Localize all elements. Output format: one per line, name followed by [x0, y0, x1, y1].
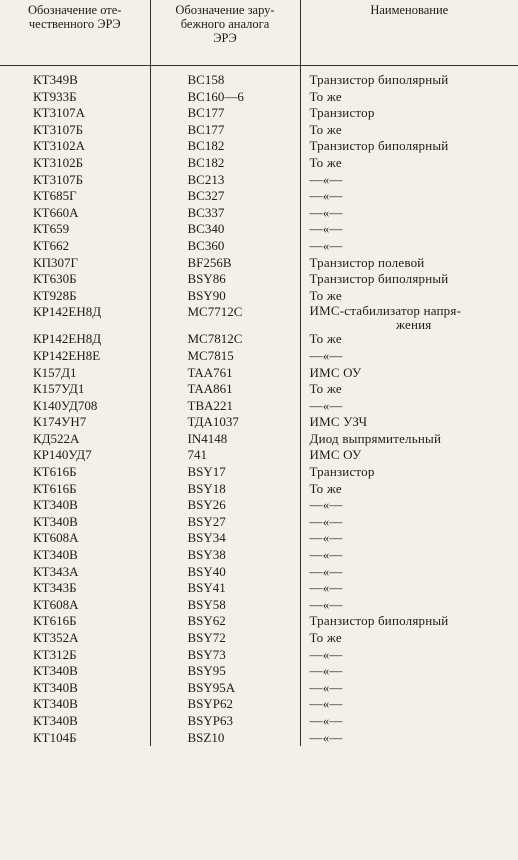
table-row: [0, 447, 518, 464]
component-name-continuation: жения: [396, 316, 432, 332]
table-row: [0, 464, 518, 481]
domestic-designation: К174УН7: [33, 414, 87, 430]
domestic-designation: КТ608А: [33, 530, 79, 546]
foreign-analog: 741: [150, 447, 300, 464]
domestic-designation: К157УД1: [33, 381, 85, 397]
foreign-analog: BSY40: [150, 564, 300, 581]
table-row: [0, 66, 518, 89]
foreign-analog: BSY17: [150, 464, 300, 481]
component-name: Транзистор биполярный: [300, 613, 518, 630]
table-row: [0, 481, 518, 498]
foreign-analog: BSY26: [150, 497, 300, 514]
table-row: [0, 304, 518, 331]
table-row: [0, 431, 518, 448]
domestic-designation: КТ340В: [33, 547, 78, 563]
component-name: —«—: [300, 564, 518, 581]
table-row: [0, 89, 518, 106]
component-name: —«—: [300, 398, 518, 415]
component-name: —«—: [300, 696, 518, 713]
foreign-analog: TBA221: [150, 398, 300, 415]
foreign-analog: BSY18: [150, 481, 300, 498]
component-name: —«—: [300, 730, 518, 747]
foreign-analog: BC182: [150, 155, 300, 172]
table-row: [0, 547, 518, 564]
domestic-designation: КТ660А: [33, 204, 79, 220]
table-row: [0, 138, 518, 155]
component-name: Транзистор: [300, 105, 518, 122]
domestic-designation: КТ685Г: [33, 188, 77, 204]
domestic-designation: К140УД708: [33, 397, 98, 413]
component-name: —«—: [300, 188, 518, 205]
foreign-analog: BSY95: [150, 663, 300, 680]
table-row: [0, 530, 518, 547]
foreign-analog: BSY86: [150, 271, 300, 288]
foreign-analog: BC340: [150, 221, 300, 238]
component-name: —«—: [300, 221, 518, 238]
domestic-designation: КТ3107А: [33, 105, 85, 121]
component-name: —«—: [300, 497, 518, 514]
foreign-analog: BSY38: [150, 547, 300, 564]
domestic-designation: КТ104Б: [33, 729, 77, 745]
component-name: —«—: [300, 580, 518, 597]
component-name: ИМС УЗЧ: [300, 414, 518, 431]
domestic-designation: К157Д1: [33, 364, 77, 380]
table-row: [0, 271, 518, 288]
table-row: [0, 647, 518, 664]
table-row: [0, 398, 518, 415]
foreign-analog: IN4148: [150, 431, 300, 448]
foreign-analog: BSZ10: [150, 730, 300, 747]
domestic-designation: КТ343Б: [33, 580, 77, 596]
foreign-analog: BSY62: [150, 613, 300, 630]
component-name: То же: [300, 122, 518, 139]
table-row: [0, 105, 518, 122]
table-row: [0, 663, 518, 680]
domestic-designation: КТ340В: [33, 663, 78, 679]
foreign-analog: MC7712C: [150, 304, 300, 331]
domestic-designation: КР142ЕН8Д: [33, 304, 102, 320]
component-name: То же: [300, 331, 518, 348]
component-name: —«—: [300, 647, 518, 664]
domestic-designation: КТ312Б: [33, 646, 77, 662]
header-name: Наименование: [300, 0, 518, 66]
table-row: [0, 713, 518, 730]
table-row: [0, 514, 518, 531]
table-row: [0, 630, 518, 647]
component-name: [300, 304, 518, 331]
table-row: [0, 188, 518, 205]
table-row: [0, 381, 518, 398]
component-name: —«—: [300, 597, 518, 614]
foreign-analog: BC158: [150, 66, 300, 89]
domestic-designation: КТ608А: [33, 596, 79, 612]
table-row: [0, 122, 518, 139]
foreign-analog: MC7812C: [150, 331, 300, 348]
table-row: [0, 580, 518, 597]
foreign-analog: BC182: [150, 138, 300, 155]
component-name: —«—: [300, 680, 518, 697]
domestic-designation: КТ616Б: [33, 613, 77, 629]
table-row: [0, 255, 518, 272]
component-name: —«—: [300, 663, 518, 680]
domestic-designation: КТ933Б: [33, 88, 77, 104]
component-name: —«—: [300, 713, 518, 730]
component-name: То же: [300, 381, 518, 398]
domestic-designation: КТ659: [33, 221, 70, 237]
foreign-analog: BSYP62: [150, 696, 300, 713]
component-name-line: ИМС-стабилизатор напря-: [309, 303, 462, 319]
component-name: Транзистор биполярный: [300, 66, 518, 89]
domestic-designation: КТ3107Б: [33, 121, 84, 137]
domestic-designation: КТ352А: [33, 630, 79, 645]
foreign-analog: BC213: [150, 172, 300, 189]
foreign-analog: BSY41: [150, 580, 300, 597]
component-name: —«—: [300, 238, 518, 255]
component-name: То же: [300, 481, 518, 498]
component-name: Транзистор: [300, 464, 518, 481]
component-name: —«—: [300, 547, 518, 564]
table-row: [0, 497, 518, 514]
foreign-analog: BSYP63: [150, 713, 300, 730]
table-row: [0, 597, 518, 614]
foreign-analog: BC360: [150, 238, 300, 255]
foreign-analog: BSY34: [150, 530, 300, 547]
foreign-analog: BSY27: [150, 514, 300, 531]
component-name: ИМС ОУ: [300, 365, 518, 382]
domestic-designation: КТ3107Б: [33, 171, 84, 187]
foreign-analog: ТДА1037: [150, 414, 300, 431]
foreign-analog: BC160—6: [150, 89, 300, 106]
component-name: —«—: [300, 530, 518, 547]
domestic-designation: КТ616Б: [33, 464, 77, 480]
component-name: То же: [300, 155, 518, 172]
domestic-designation: КР142ЕН8Д: [33, 331, 102, 347]
foreign-analog: TAA761: [150, 365, 300, 382]
table-row: [0, 680, 518, 697]
component-name: То же: [300, 288, 518, 305]
table-row: [0, 613, 518, 630]
component-name: Транзистор биполярный: [300, 271, 518, 288]
domestic-designation: КТ340В: [33, 513, 78, 529]
domestic-designation: КТ349В: [33, 72, 78, 87]
table-row: [0, 696, 518, 713]
foreign-analog: BC337: [150, 205, 300, 222]
table-row: [0, 288, 518, 305]
foreign-analog: BF256B: [150, 255, 300, 272]
domestic-designation: КП307Г: [33, 254, 79, 270]
table-row: [0, 172, 518, 189]
foreign-analog: BSY95A: [150, 680, 300, 697]
foreign-analog: TAA861: [150, 381, 300, 398]
header-foreign: Обозначение зару- бежного аналога ЭРЭ: [150, 0, 300, 66]
foreign-analog: BC177: [150, 105, 300, 122]
domestic-designation: КР142ЕН8Е: [33, 347, 101, 363]
domestic-designation: КТ340В: [33, 679, 78, 695]
domestic-designation: КТ630Б: [33, 271, 77, 287]
foreign-analog: BSY72: [150, 630, 300, 647]
domestic-designation: КТ340В: [33, 712, 78, 728]
domestic-designation: КТ928Б: [33, 287, 77, 303]
table-row: [0, 730, 518, 747]
domestic-designation: КТ340В: [33, 497, 78, 513]
foreign-analog: BC177: [150, 122, 300, 139]
table-header-row: [0, 0, 518, 66]
component-name: Диод выпрямительный: [300, 431, 518, 448]
table-row: [0, 205, 518, 222]
domestic-designation: КТ662: [33, 237, 70, 253]
component-name: —«—: [300, 172, 518, 189]
table-row: [0, 414, 518, 431]
domestic-designation: КР140УД7: [33, 447, 92, 463]
component-name: Транзистор полевой: [300, 255, 518, 272]
domestic-designation: КД522А: [33, 430, 80, 446]
domestic-designation: КТ343А: [33, 563, 79, 579]
component-name: ИМС ОУ: [300, 447, 518, 464]
component-name: Транзистор биполярный: [300, 138, 518, 155]
table-row: [0, 331, 518, 348]
foreign-analog: BC327: [150, 188, 300, 205]
table-row: [0, 238, 518, 255]
table-row: [0, 221, 518, 238]
component-name: —«—: [300, 205, 518, 222]
foreign-analog: BSY73: [150, 647, 300, 664]
component-name: То же: [300, 630, 518, 647]
foreign-analog: BSY58: [150, 597, 300, 614]
table-row: [0, 365, 518, 382]
component-name: —«—: [300, 348, 518, 365]
domestic-designation: КТ3102Б: [33, 154, 84, 170]
domestic-designation: КТ340В: [33, 696, 78, 712]
domestic-designation: КТ3102А: [33, 138, 85, 154]
component-name: То же: [300, 89, 518, 106]
foreign-analog: BSY90: [150, 288, 300, 305]
component-name: —«—: [300, 514, 518, 531]
table-body: [0, 66, 518, 747]
table-row: [0, 348, 518, 365]
header-domestic: Обозначение оте- чественного ЭРЭ: [0, 0, 150, 66]
domestic-designation: КТ616Б: [33, 480, 77, 496]
foreign-analog: MC7815: [150, 348, 300, 365]
table-row: [0, 155, 518, 172]
table-row: [0, 564, 518, 581]
